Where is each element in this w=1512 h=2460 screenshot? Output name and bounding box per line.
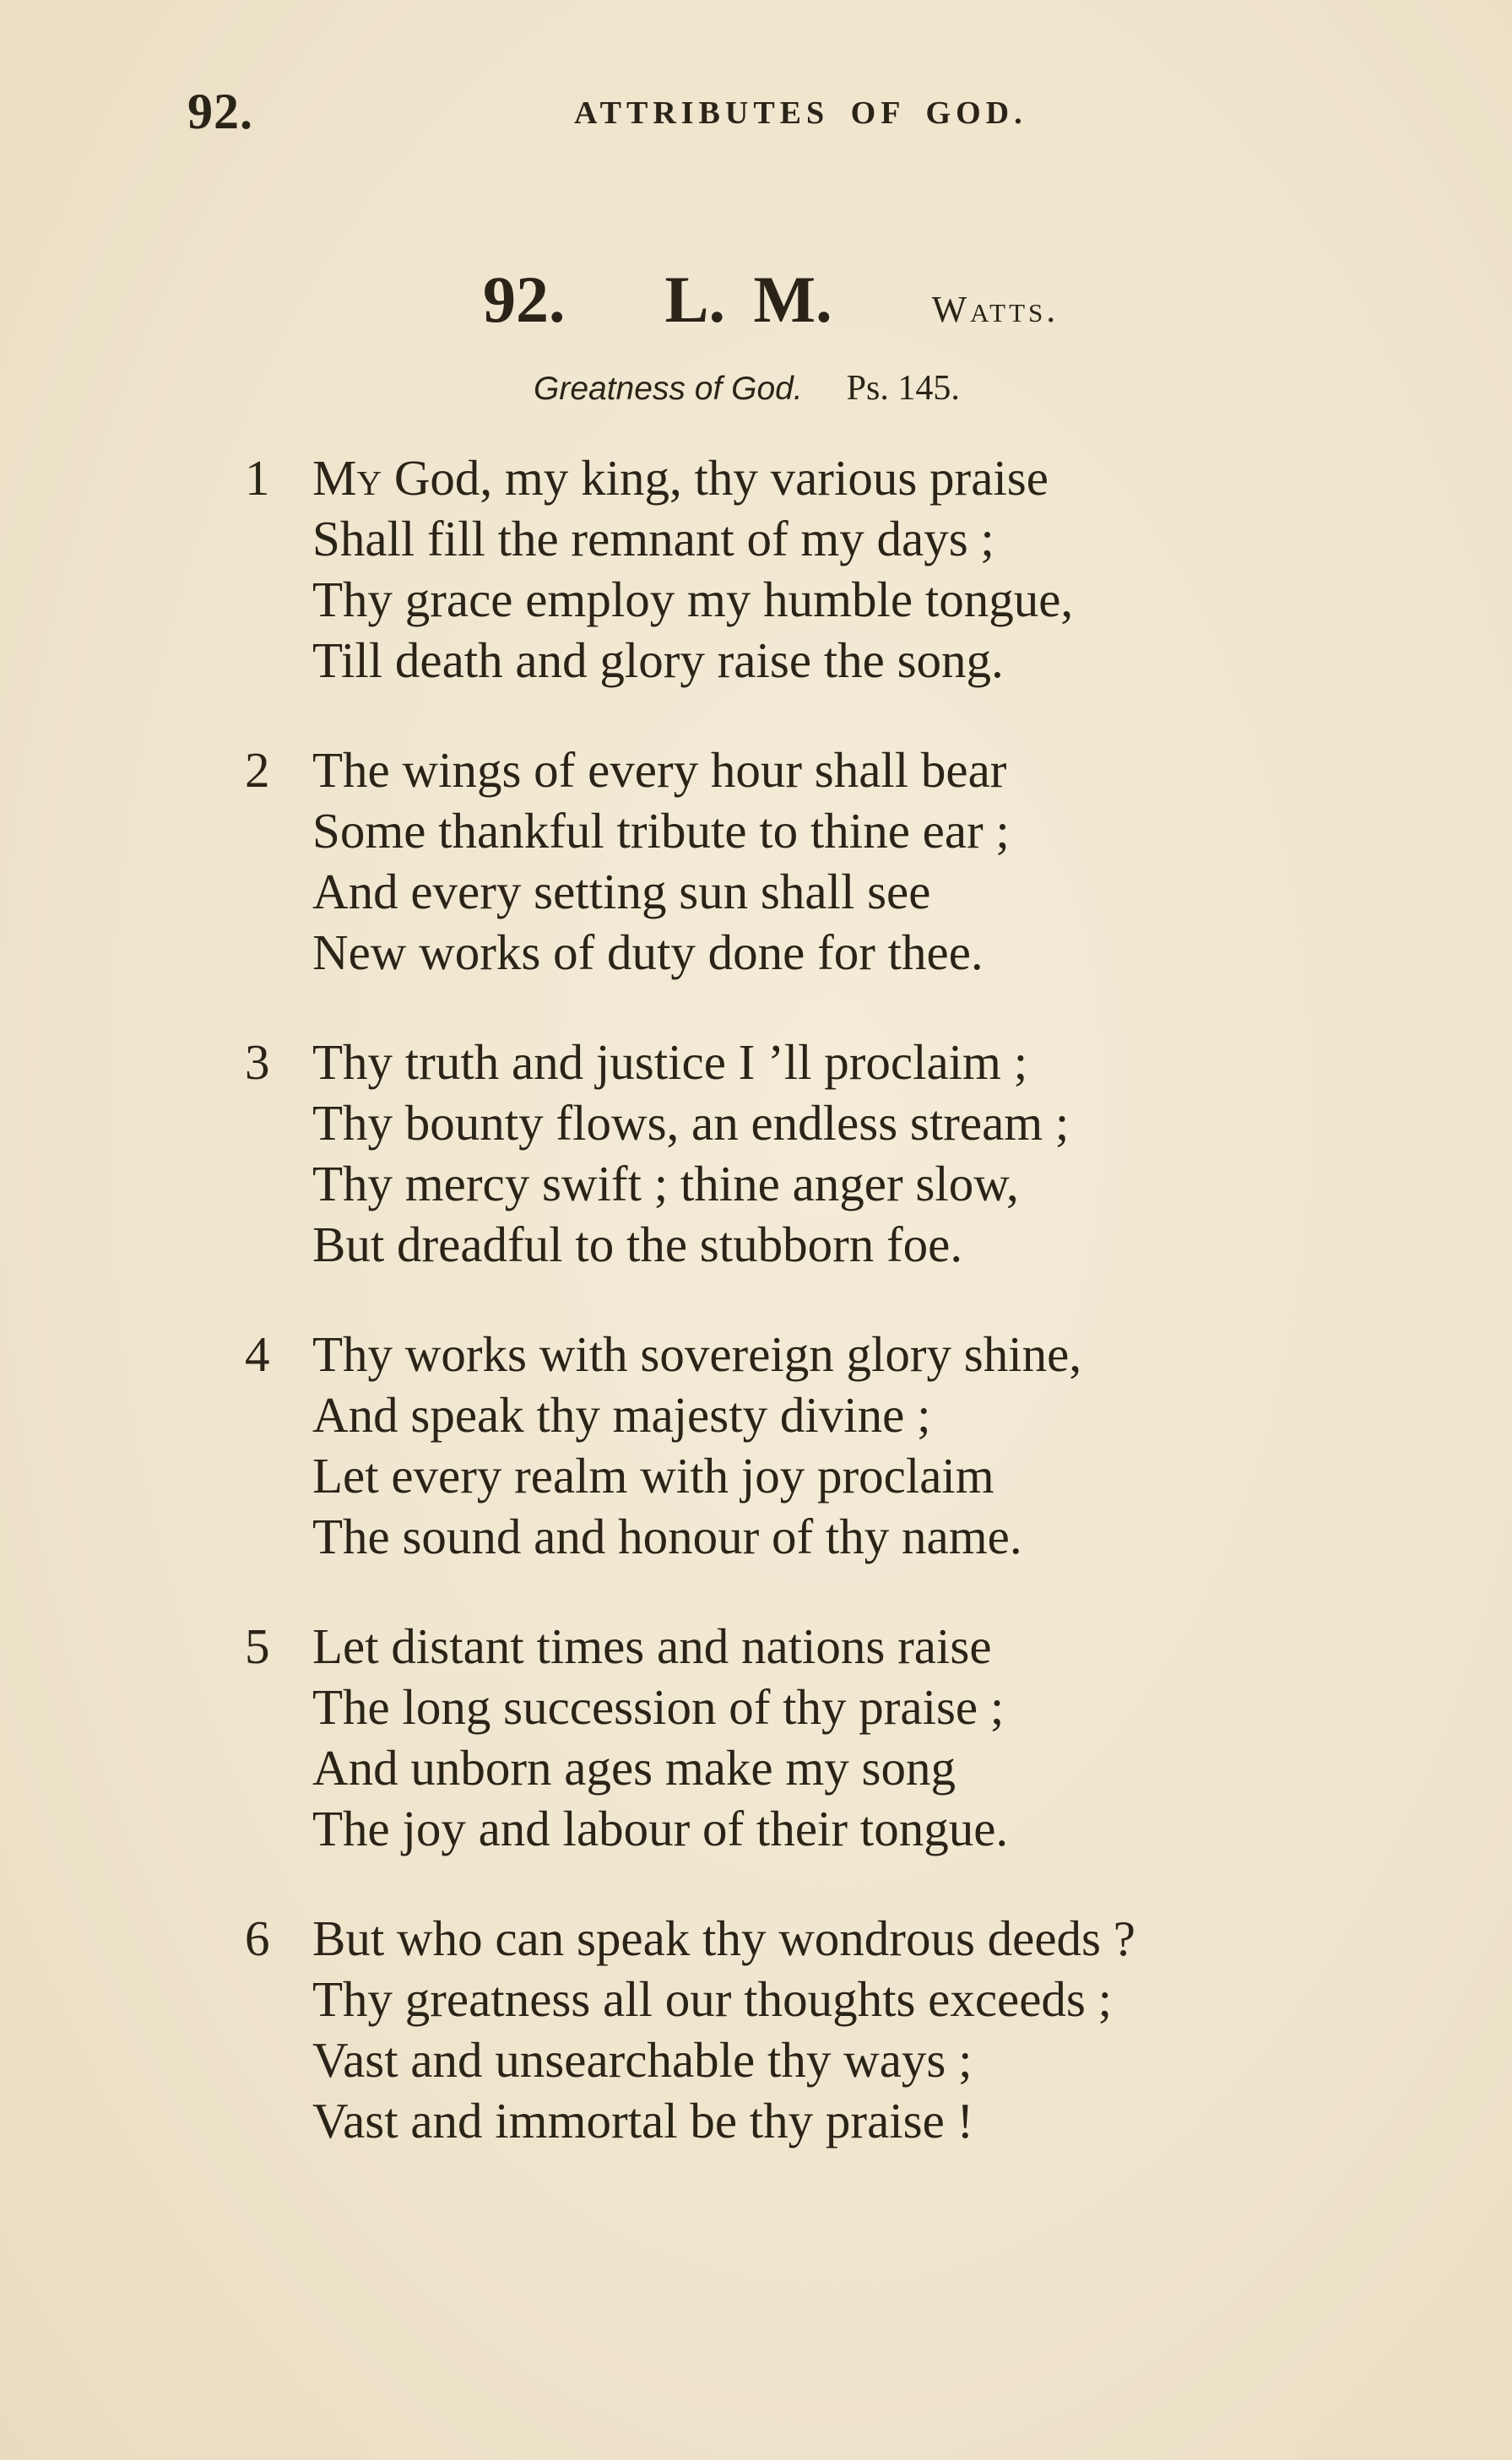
verse-line: The sound and honour of thy name. <box>312 1509 1022 1564</box>
stanza-number: 1 <box>245 450 270 506</box>
verse-line: Thy greatness all our thoughts exceeds ; <box>312 1971 1113 2027</box>
verse-line: And unborn ages make my song <box>312 1740 956 1796</box>
verse-line: The joy and labour of their tongue. <box>312 1801 1009 1856</box>
verse-line: But dreadful to the stubborn foe. <box>312 1216 963 1272</box>
verse-first-word: My <box>312 450 382 506</box>
verse-line: Let distant times and nations raise <box>312 1618 992 1674</box>
hymn-text <box>245 447 1359 2200</box>
verse-line: Thy bounty flows, an endless stream ; <box>312 1095 1070 1151</box>
hymn-theme: Greatness of God. <box>534 371 803 407</box>
verse-line: And speak thy majesty divine ; <box>312 1387 931 1443</box>
verse-line: Some thankful tribute to thine ear ; <box>312 803 1010 859</box>
stanza <box>245 447 1359 691</box>
verse-line: The long succession of thy praise ; <box>312 1679 1005 1735</box>
stanza-number: 6 <box>245 1910 270 1966</box>
stanza-number: 3 <box>245 1034 270 1090</box>
page-number: 92. <box>187 84 253 139</box>
stanza <box>245 1324 1359 1567</box>
verse-line: Thy truth and justice I ’ll proclaim ; <box>312 1034 1028 1090</box>
stanza-number: 5 <box>245 1618 270 1674</box>
stanza <box>245 740 1359 983</box>
verse-line: But who can speak thy wondrous deeds ? <box>312 1910 1135 1966</box>
verse-line: Thy works with sovereign glory shine, <box>312 1326 1082 1382</box>
stanza-number: 2 <box>245 742 270 798</box>
verse-line: Shall fill the remnant of my days ; <box>312 511 994 566</box>
hymn-meter: L. M. <box>664 263 832 336</box>
verse-line: The wings of every hour shall bear <box>312 742 1007 798</box>
hymn-author: Watts. <box>931 289 1059 330</box>
verse-line: New works of duty done for thee. <box>312 924 984 980</box>
stanza <box>245 1032 1359 1275</box>
scripture-reference: Ps. 145. <box>846 369 960 408</box>
verse-line: Till death and glory raise the song. <box>312 632 1004 688</box>
verse-line: Vast and immortal be thy praise ! <box>312 2093 974 2148</box>
verse-line-rest: God, my king, thy various praise <box>382 450 1049 506</box>
verse-line: Vast and unsearchable thy ways ; <box>312 2032 973 2088</box>
stanza-number: 4 <box>245 1326 270 1382</box>
hymn-number: 92. <box>483 263 566 336</box>
verse-line: Let every realm with joy proclaim <box>312 1448 994 1504</box>
stanza <box>245 1616 1359 1859</box>
verse-line: Thy grace employ my humble tongue, <box>312 572 1074 627</box>
verse-line: And every setting sun shall see <box>312 864 931 919</box>
verse-line: Thy mercy swift ; thine anger slow, <box>312 1156 1019 1211</box>
hymn-title <box>483 262 1059 338</box>
verse-line <box>312 447 1359 508</box>
hymn-subtitle <box>534 368 960 409</box>
stanza <box>245 1908 1359 2151</box>
running-header: ATTRIBUTES OF GOD. <box>574 95 1027 131</box>
